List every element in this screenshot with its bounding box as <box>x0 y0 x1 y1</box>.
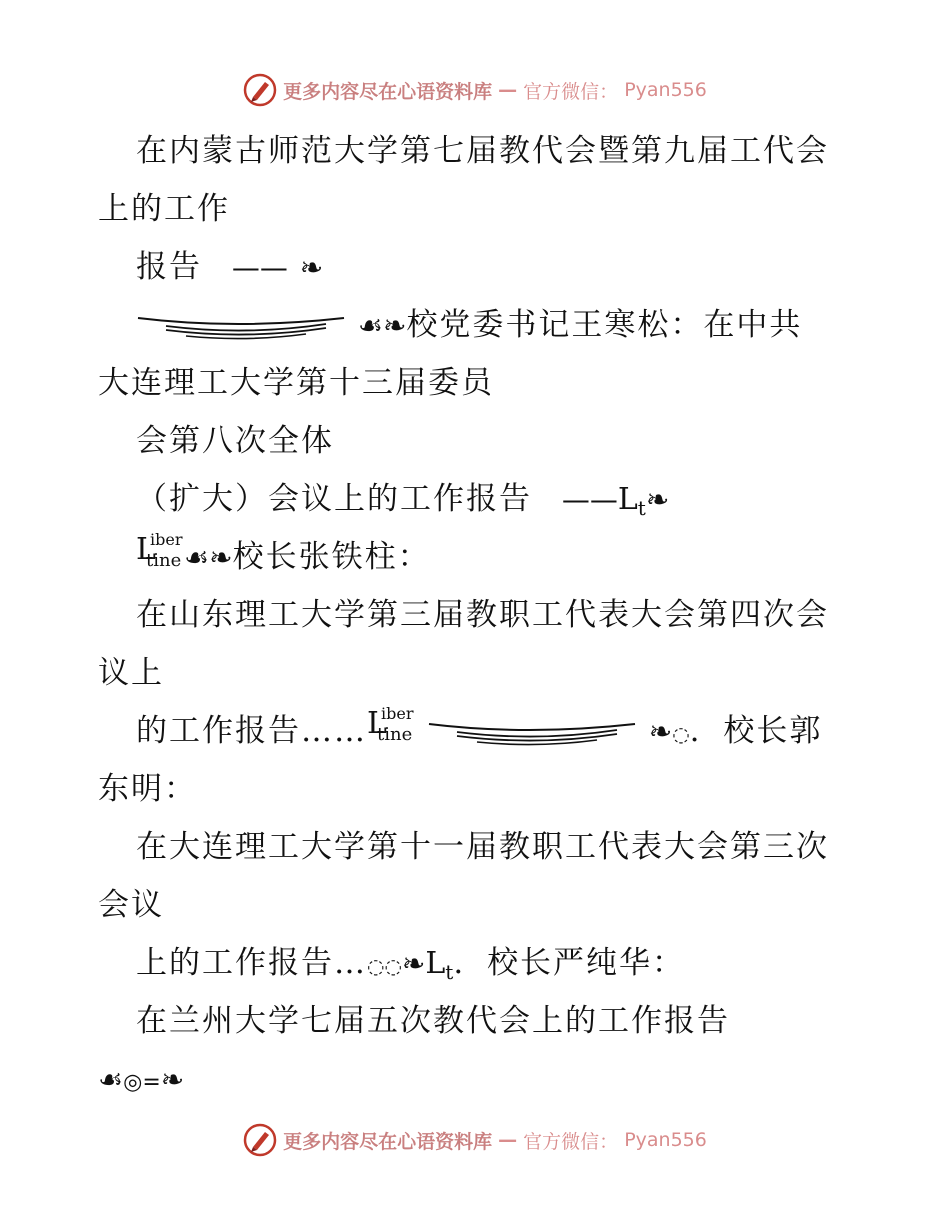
period-symbol: . <box>453 945 466 981</box>
wave-ornament-icon <box>136 312 346 342</box>
line-text: 校党委书记王寒松：在中共 <box>406 307 803 343</box>
text-line <box>98 760 868 818</box>
ornament-icon: ☙ <box>184 541 210 574</box>
line-text: 校长张铁柱： <box>232 539 431 575</box>
ornament-icon: ❧ <box>299 251 324 284</box>
document-body <box>98 122 868 1108</box>
line-text: 校长严纯华： <box>487 945 686 981</box>
text-line <box>98 122 868 180</box>
wave-ornament-icon <box>427 718 637 748</box>
line-text: 在内蒙古师范大学第七届教代会暨第九届工代会 <box>136 133 829 169</box>
text-line <box>98 992 868 1050</box>
text-line <box>98 528 868 586</box>
line-text: 校长郭 <box>723 713 823 749</box>
circle-symbol: ◌ <box>672 722 690 746</box>
liber-tine-symbol: L iber tine <box>136 530 183 571</box>
footer-watermark-banner <box>0 1120 950 1160</box>
text-line <box>98 412 868 470</box>
banner-dash: — <box>498 1129 518 1151</box>
ornament-icon: ❧ <box>209 541 233 574</box>
lt-symbol: $L_t$ <box>425 946 454 984</box>
text-line <box>98 818 868 876</box>
text-line <box>98 354 868 412</box>
text-line <box>98 1050 868 1108</box>
period-symbol: . <box>689 713 702 749</box>
line-text: 会议 <box>98 887 164 923</box>
pen-logo-icon <box>243 73 277 107</box>
circle-symbol: ◌ <box>384 954 402 978</box>
banner-wechat-id: Pyan556 <box>624 1129 707 1151</box>
ornament-icon: ☙ <box>357 309 383 342</box>
dash-symbol: —— <box>231 251 288 284</box>
text-line <box>98 180 868 238</box>
banner-wechat-id: Pyan556 <box>624 79 707 101</box>
line-text: 会第八次全体 <box>136 423 334 459</box>
ornament-icon: ❧ <box>401 947 426 980</box>
ornament-icon: ☙ <box>98 1063 124 1096</box>
text-line <box>98 296 868 354</box>
ring-symbol: ◎ <box>123 1070 143 1095</box>
banner-brand-text: 更多内容尽在心语资料库 <box>283 1130 493 1153</box>
line-text: 议上 <box>98 655 164 691</box>
line-text: （扩大）会议上的工作报告 <box>136 481 532 517</box>
text-line <box>98 644 868 702</box>
ornament-icon: ❧ <box>645 483 670 516</box>
liber-tine-symbol: L iber tine <box>367 704 414 745</box>
banner-wechat-label: 官方微信： <box>523 1130 619 1153</box>
banner-dash: — <box>498 79 518 101</box>
text-line <box>98 586 868 644</box>
pen-logo-icon <box>243 1123 277 1157</box>
equals-symbol: = <box>142 1070 161 1095</box>
header-watermark-banner <box>0 70 950 110</box>
line-text: 上的工作 <box>98 191 230 227</box>
line-text: 的工作报告…… <box>136 713 367 749</box>
banner-brand-text: 更多内容尽在心语资料库 <box>283 80 493 103</box>
text-line <box>98 876 868 934</box>
line-text: 东明： <box>98 771 197 807</box>
text-line <box>98 934 868 992</box>
circle-symbol: ◌ <box>367 954 385 978</box>
text-line <box>98 470 868 528</box>
text-line <box>98 702 868 760</box>
line-text: 上的工作报告… <box>136 945 367 981</box>
banner-wechat-label: 官方微信： <box>523 80 619 103</box>
line-text: 在山东理工大学第三届教职工代表大会第四次会 <box>136 597 829 633</box>
line-text: 在大连理工大学第十一届教职工代表大会第三次 <box>136 829 829 865</box>
dash-symbol: —— <box>561 483 618 516</box>
line-text: 大连理工大学第十三届委员 <box>98 365 494 401</box>
text-line <box>98 238 868 296</box>
line-text: 在兰州大学七届五次教代会上的工作报告 <box>136 1003 730 1039</box>
ornament-icon: ❧ <box>648 715 673 748</box>
ornament-icon: ❧ <box>160 1063 185 1096</box>
lt-symbol: $L_t$ <box>617 482 646 520</box>
ornament-icon: ❧ <box>382 309 407 342</box>
line-text: 报告 <box>136 249 202 285</box>
